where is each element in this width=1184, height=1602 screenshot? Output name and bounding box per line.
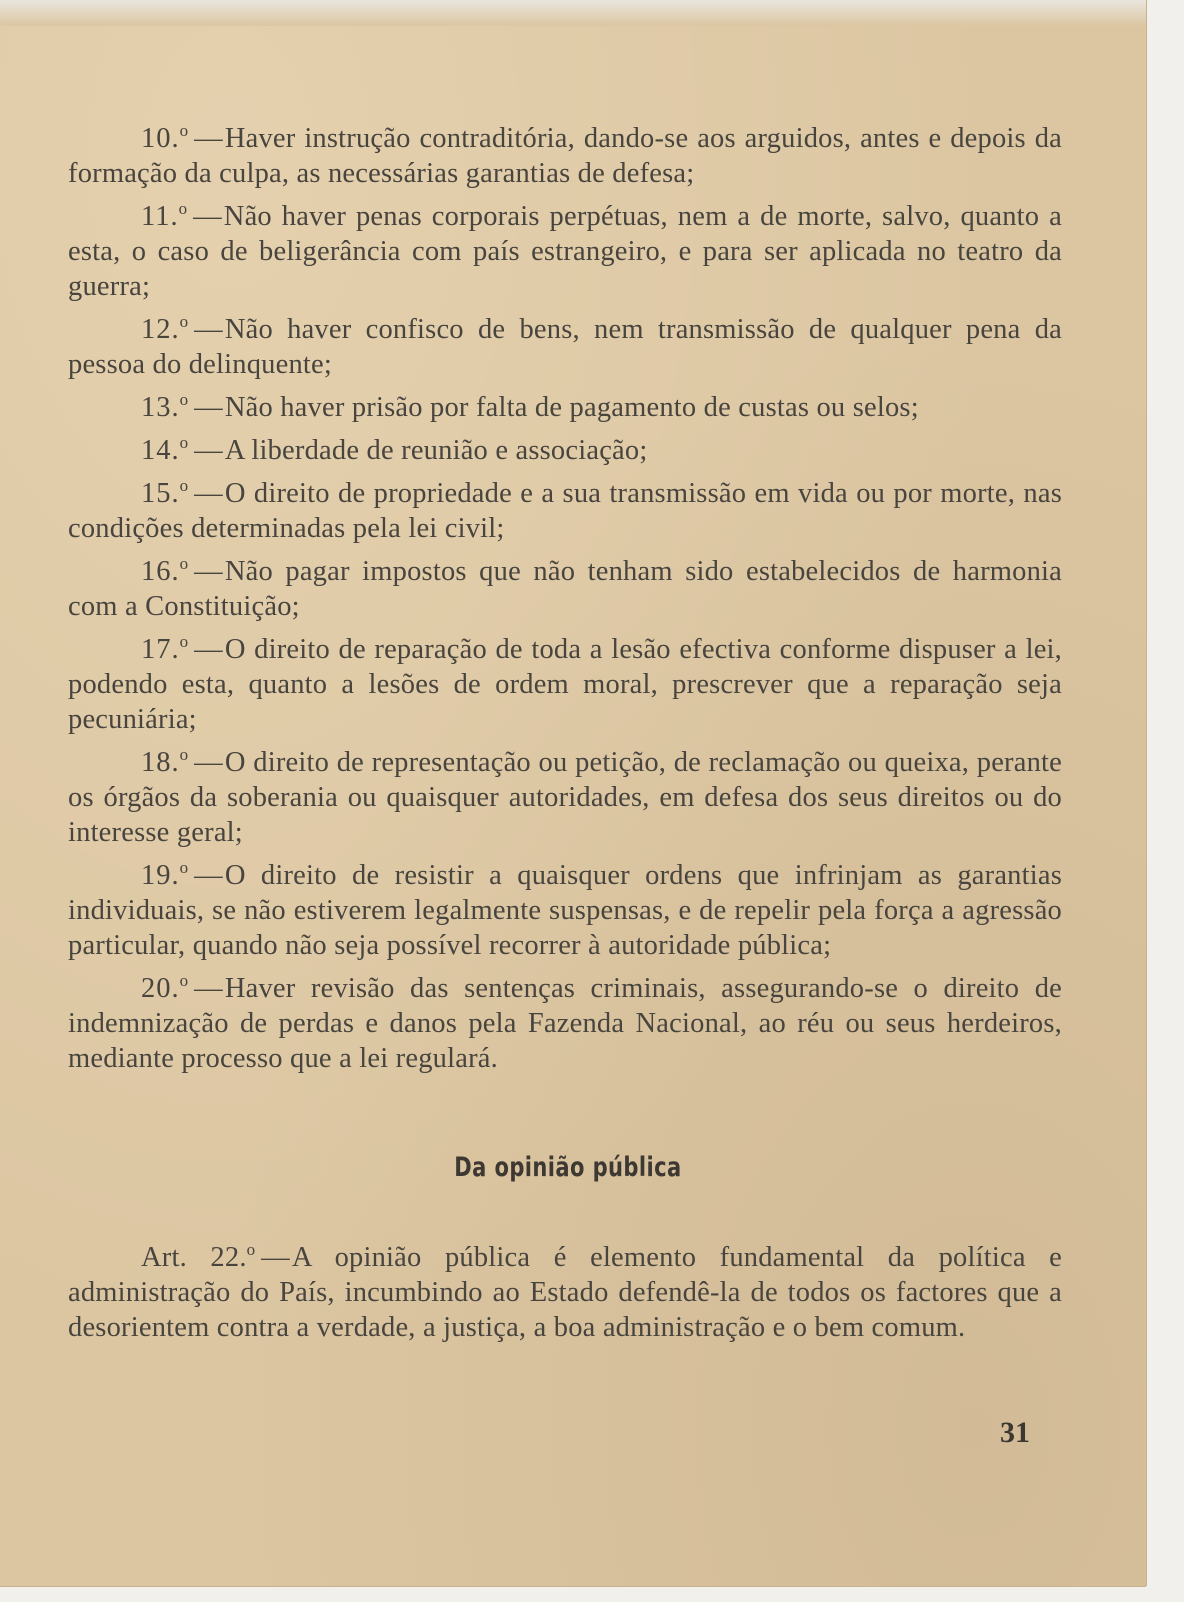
item-number: 14. [141, 435, 180, 466]
item-text: Haver revisão das sentenças criminais, assegurando-se o direito de indemnização de perdas e danos pela Fazenda Nacional, ao réu ou seus herdeiros, mediante processo que a lei regulará. [68, 973, 1062, 1074]
em-dash: — [194, 973, 223, 1004]
item-number: 17. [141, 634, 180, 665]
list-item [68, 737, 1062, 850]
degree-mark: o [246, 1240, 256, 1259]
item-number: 10. [141, 123, 180, 154]
article-paragraph [68, 1232, 1062, 1345]
list-item [68, 624, 1062, 737]
em-dash: — [261, 1242, 290, 1273]
em-dash: — [194, 435, 223, 466]
degree-mark: o [179, 476, 189, 495]
list-item [68, 191, 1062, 304]
item-number: 20. [141, 973, 180, 1004]
degree-mark: o [179, 971, 189, 990]
list-item [68, 963, 1062, 1076]
degree-mark: o [179, 632, 189, 651]
degree-mark: o [179, 121, 189, 140]
degree-mark: o [179, 554, 189, 573]
em-dash: — [194, 478, 223, 509]
item-number: 13. [141, 392, 180, 423]
em-dash: — [194, 556, 223, 587]
item-text: O direito de reparação de toda a lesão efectiva conforme dispuser a lei, podendo esta, quanto a lesões de ordem moral, prescrever que a reparação seja pecuniária; [68, 634, 1062, 735]
item-text: Não haver prisão por falta de pagamento de custas ou selos; [224, 392, 919, 423]
degree-mark: o [179, 312, 189, 331]
item-text: Não haver penas corporais perpétuas, nem a de morte, salvo, quanto a esta, o caso de beligerância com país estrangeiro, e para ser aplicada no teatro da guerra; [68, 201, 1062, 302]
list-item [68, 546, 1062, 624]
list-item [68, 425, 1062, 468]
section-heading: Da opinião pública [454, 1152, 682, 1183]
article-label: Art. 22. [141, 1242, 247, 1273]
list-item [68, 850, 1062, 963]
item-number: 16. [141, 556, 180, 587]
article-text: A opinião pública é elemento fundamental da política e administração do País, incumbindo ao Estado defendê-la de todos os factores que a desorientem contra a verdade, a justiça, a boa administração e o bem comum. [68, 1242, 1063, 1343]
item-text: Não haver confisco de bens, nem transmissão de qualquer pena da pessoa do delinquente; [68, 314, 1062, 380]
degree-mark: o [179, 433, 189, 452]
list-item [68, 468, 1062, 546]
em-dash: — [194, 392, 223, 423]
item-text: O direito de representação ou petição, de reclamação ou queixa, perante os órgãos da soberania ou quaisquer autoridades, em defesa dos seus direitos ou do interesse geral; [68, 747, 1062, 848]
degree-mark: o [179, 745, 189, 764]
list-item [68, 304, 1062, 382]
item-number: 12. [141, 314, 180, 345]
item-text: O direito de resistir a quaisquer ordens que infrinjam as garantias individuais, se não estiverem legalmente suspensas, e de repelir pela força a agressão particular, quando não seja possível recorrer à autoridade pública; [68, 860, 1062, 961]
em-dash: — [194, 860, 223, 891]
degree-mark: o [179, 390, 189, 409]
item-text: Haver instrução contraditória, dando-se aos arguidos, antes e depois da formação da culpa, as necessárias garantias de defesa; [68, 123, 1062, 189]
em-dash: — [194, 747, 223, 778]
item-number: 11. [141, 201, 179, 232]
item-text: O direito de propriedade e a sua transmissão em vida ou por morte, nas condições determinadas pela lei civil; [68, 478, 1062, 544]
em-dash: — [194, 634, 223, 665]
degree-mark: o [179, 858, 189, 877]
em-dash: — [194, 314, 223, 345]
list-item [68, 113, 1062, 191]
page-top-edge [0, 0, 1146, 26]
item-text: Não pagar impostos que não tenham sido estabelecidos de harmonia com a Constituição; [68, 556, 1062, 622]
em-dash: — [194, 123, 223, 154]
item-number: 19. [141, 860, 180, 891]
item-number: 15. [141, 478, 180, 509]
list-item [68, 382, 1062, 425]
item-text: A liberdade de reunião e associação; [224, 435, 648, 466]
page-number: 31 [1000, 1416, 1030, 1449]
numbered-list [68, 113, 1062, 1076]
em-dash: — [193, 201, 222, 232]
degree-mark: o [178, 199, 188, 218]
item-number: 18. [141, 747, 180, 778]
